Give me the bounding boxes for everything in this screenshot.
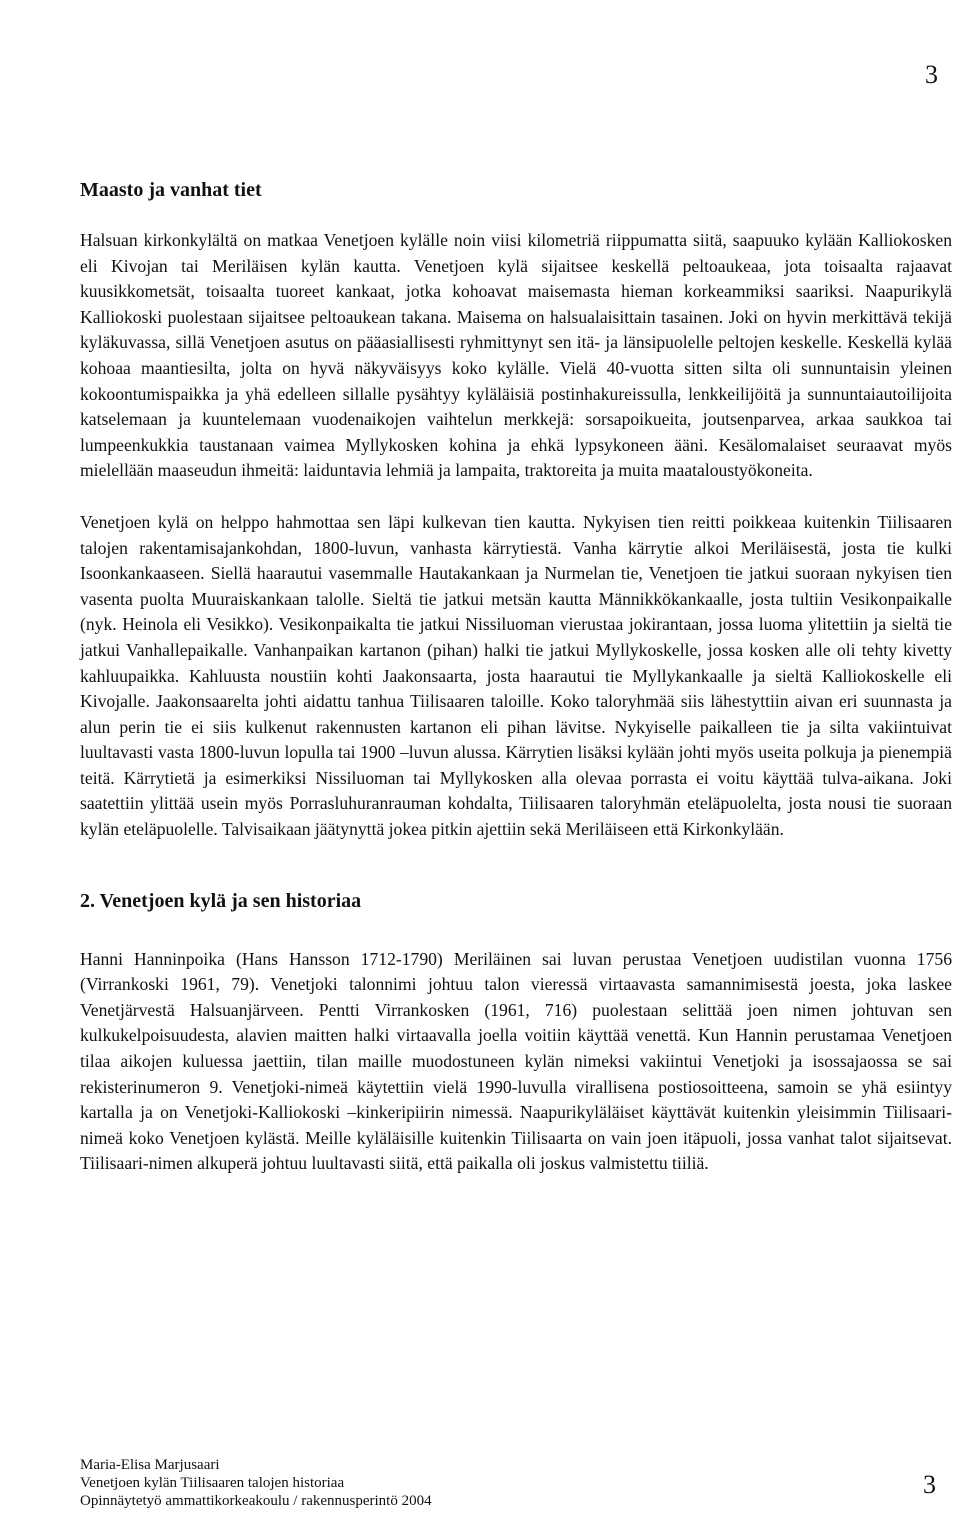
section-heading: 2. Venetjoen kylä ja sen historiaa xyxy=(80,889,362,912)
section-terrain xyxy=(80,176,952,843)
paragraph: Hanni Hanninpoika (Hans Hansson 1712-1790) Meriläinen sai luvan perustaa Venetjoen uudistilan vuonna 1756 (Virrankoski 1961, 79). Venetjoki talonnimi johtuu talon vieressä virtaavasta samannimisestä joesta, joka laskee Venetjärvestä Halsuanjärveen. Pentti Virrankosken (1961, 716) puolestaan selittää joen nimen johtuvan sen kulkukelpoisuudesta, alavien maitten halki virtaavalla joella voitiin käyttää venettä. Kun Hannin perustamaa Venetjoen tilaa aikojen kuluessa jaettiin, tilan maille muodostuneen kylän nimeksi vakiintui Venetjoki ja isossajaossa se sai rekisterinumeron 9. Venetjoki-nimeä käytettiin vielä 1990-luvulla virallisena postiosoitteena, samoin se yhä esiintyy kartalla ja on Venetjoki-Kalliokoski –kinkeripiirin nimessä. Naapurikyläläiset käyttävät kuitenkin yleisimmin Tiilisaari-nimeä koko Venetjoen kylästä. Meille kyläläisille kuitenkin Tiilisaarta on vain joen itäpuoli, jossa vanhat talot sijaitsevat. Tiilisaari-nimen alkuperä johtuu luultavasti siitä, että paikalla oli joskus valmistettu tiiliä. xyxy=(80,948,952,1174)
section-heading: Maasto ja vanhat tiet xyxy=(80,179,262,201)
document-body xyxy=(80,176,952,1203)
paragraph: Venetjoen kylä on helppo hahmottaa sen läpi kulkevan tien kautta. Nykyisen tien reitti poikkeaa kuitenkin Tiilisaaren talojen rakentamisajankohdan, 1800-luvun, vanhasta kärrytiestä. Vanha kärrytie alkoi Meriläisestä, josta tie kulki Isoonkankaaseen. Siellä haarautui vasemmalle Hautakankaan ja Nurmelan tie, Venetjoen tie jatkui suoraan nykyisen tien vasenta puolta Muuraiskankaan talolle. Sieltä tie jatkui metsän kautta Männikkökankaalle, josta tultiin Vesikonpaikalle (nyk. Heinola eli Vesikko). Vesikonpaikalta tie jatkui Nissiluoman vierustaa jokirantaan, jossa luoma ylitettiin ja sieltä tie jatkui Vanhallepaikalle. Vanhanpaikan kartanon (pihan) halki tie jatkui Myllykoskelle, jossa kosken alle oli tehty kivetty kahluupaikka. Kahluusta noustiin kohti Jaakonsaarta, josta haarautui tie Myllykankaalle ja sieltä Kalliokoskelle eli Kivojalle. Jaakonsaarelta johti aidattu tanhua Tiilisaaren taloille. Koko taloryhmää siis lähestyttiin aivan eri suunnasta ja alun perin tie ei siis kulkenut rakennusten kartanon eli pihan lävitse. Nykyiselle paikalleen tie ja silta vakiintuivat luultavasti vasta 1800-luvun lopulla tai 1900 –luvun alussa. Kärrytien lisäksi kylään johti myös useita polkuja ja pienempiä teitä. Kärrytietä ja esimerkiksi Nissiluoman tai Myllykosken alla olevaa porrasta ei voitu käyttää tulva-aikana. Joki saatettiin ylittää usein myös Porrasluhuranrauman kohdalta, Tiilisaaren taloryhmän eteläpuolelta, josta nousi tie suoraan kylän eteläpuolelle. Talvisaikaan jäätynyttä jokea pitkin ajettiin sekä Meriläiseen että Kirkonkylään. xyxy=(80,511,952,840)
page-number-bottom: 3 xyxy=(923,1470,936,1499)
section-history xyxy=(80,887,952,1177)
footer-author: Maria-Elisa Marjusaari xyxy=(80,1457,220,1473)
page-footer xyxy=(80,1456,952,1509)
footer-title: Venetjoen kylän Tiilisaaren talojen historiaa xyxy=(80,1475,345,1491)
page-number-top: 3 xyxy=(925,60,938,89)
paragraph: Halsuan kirkonkylältä on matkaa Venetjoen kylälle noin viisi kilometriä riippumatta siitä, saapuuko kylään Kalliokosken eli Kivojan tai Meriläisen kylän kautta. Venetjoen kylä sijaitsee keskellä peltoaukeaa, jota toisaalta rajaavat kuusikkometsät, toisaalta tuoreet kankaat, jotka kohoavat maisemasta hieman korkeammiksi saariksi. Naapurikylä Kalliokoski puolestaan sijaitsee peltoaukean takana. Maisema on halsualaisittain tasainen. Joki on hyvin merkittävä tekijä kyläkuvassa, sillä Venetjoen asutus on pääasiallisesti ryhmittynyt sen itä- ja länsipuolelle peltojen keskelle. Keskellä kylää kohoaa maantiesilta, jolta on hyvä näkyväisyys koko kylälle. Vielä 40-vuotta sitten silta oli sunnuntaisin yleinen kokoontumispaikka ja yhä edelleen sillalle pysähtyy kyläläisiä postinhakureissulla, lenkkeilijöitä ja sunnuntaiautoilijoita katselemaan ja kuuntelemaan vuodenaikojen vaihtelun merkkejä: sorsapoikueita, joutsenparvea, arkaa saukkoa tai lumpeenkukkia taustanaan vaimea Myllykosken kohina ja ehkä lypsykoneen ääni. Kesälomalaiset seuraavat myös mielellään maaseudun ihmeitä: laiduntavia lehmiä ja lampaita, traktoreita ja muita maataloustyökoneita. xyxy=(80,230,952,481)
footer-subtitle: Opinnäytetyö ammattikorkeakoulu / rakennusperintö 2004 xyxy=(80,1493,432,1509)
